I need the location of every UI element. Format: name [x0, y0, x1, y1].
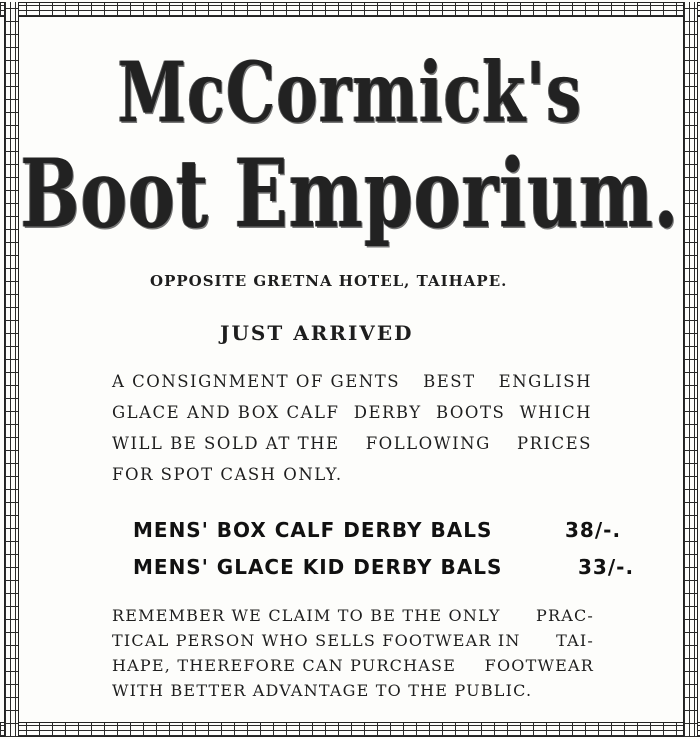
body-line-2-part: BOOTS — [435, 403, 506, 422]
price-row-glace-kid — [133, 555, 635, 579]
price-value: 38/-. — [565, 518, 622, 542]
remember-line-1-part: PRAC- — [535, 606, 594, 625]
remember-line-3-part: HAPE, THEREFORE CAN PURCHASE — [112, 656, 457, 675]
price-item-name: MENS' BOX CALF DERBY BALS — [133, 518, 493, 542]
remember-line-4-part: WITH BETTER ADVANTAGE TO THE PUBLIC. — [112, 681, 533, 700]
body-line-3-part: FOLLOWING — [365, 434, 491, 453]
remember-line-2-part: TICAL PERSON WHO SELLS FOOTWEAR IN — [112, 631, 521, 650]
body-line-4-part: FOR SPOT CASH ONLY. — [112, 465, 343, 484]
remember-line-1-part: REMEMBER WE CLAIM TO BE THE ONLY — [112, 606, 501, 625]
body-line-2-part: WHICH — [519, 403, 592, 422]
store-type-title: Boot Emporium. — [20, 137, 680, 250]
remember-line-2-part: TAI- — [556, 631, 594, 650]
ornamental-border-top-icon — [0, 2, 700, 17]
store-name-title: McCormick's — [117, 43, 583, 142]
ornamental-border-bottom-icon — [0, 722, 700, 737]
body-line-3-part: PRICES — [516, 434, 592, 453]
body-line-1 — [112, 372, 592, 391]
price-value: 33/-. — [578, 555, 635, 579]
body-line-2 — [112, 403, 592, 422]
body-line-2-part: GLACE AND BOX CALF — [112, 403, 340, 422]
remember-line-3 — [112, 656, 594, 675]
body-line-3 — [112, 434, 592, 453]
remember-line-2 — [112, 631, 594, 650]
body-line-1-part: BEST — [423, 372, 476, 391]
remember-line-4 — [112, 681, 532, 700]
store-address: OPPOSITE GRETNA HOTEL, TAIHAPE. — [150, 272, 508, 290]
price-item-name: MENS' GLACE KID DERBY BALS — [133, 555, 503, 579]
body-line-1-part: A CONSIGNMENT OF GENTS — [112, 372, 401, 391]
body-line-4 — [112, 465, 343, 484]
headline-just-arrived: JUST ARRIVED — [220, 321, 414, 345]
remember-line-3-part: FOOTWEAR — [484, 656, 594, 675]
body-line-2-part: DERBY — [353, 403, 422, 422]
remember-line-1 — [112, 606, 594, 625]
body-line-1-part: ENGLISH — [498, 372, 592, 391]
price-row-box-calf — [133, 518, 622, 542]
body-line-3-part: WILL BE SOLD AT THE — [112, 434, 340, 453]
